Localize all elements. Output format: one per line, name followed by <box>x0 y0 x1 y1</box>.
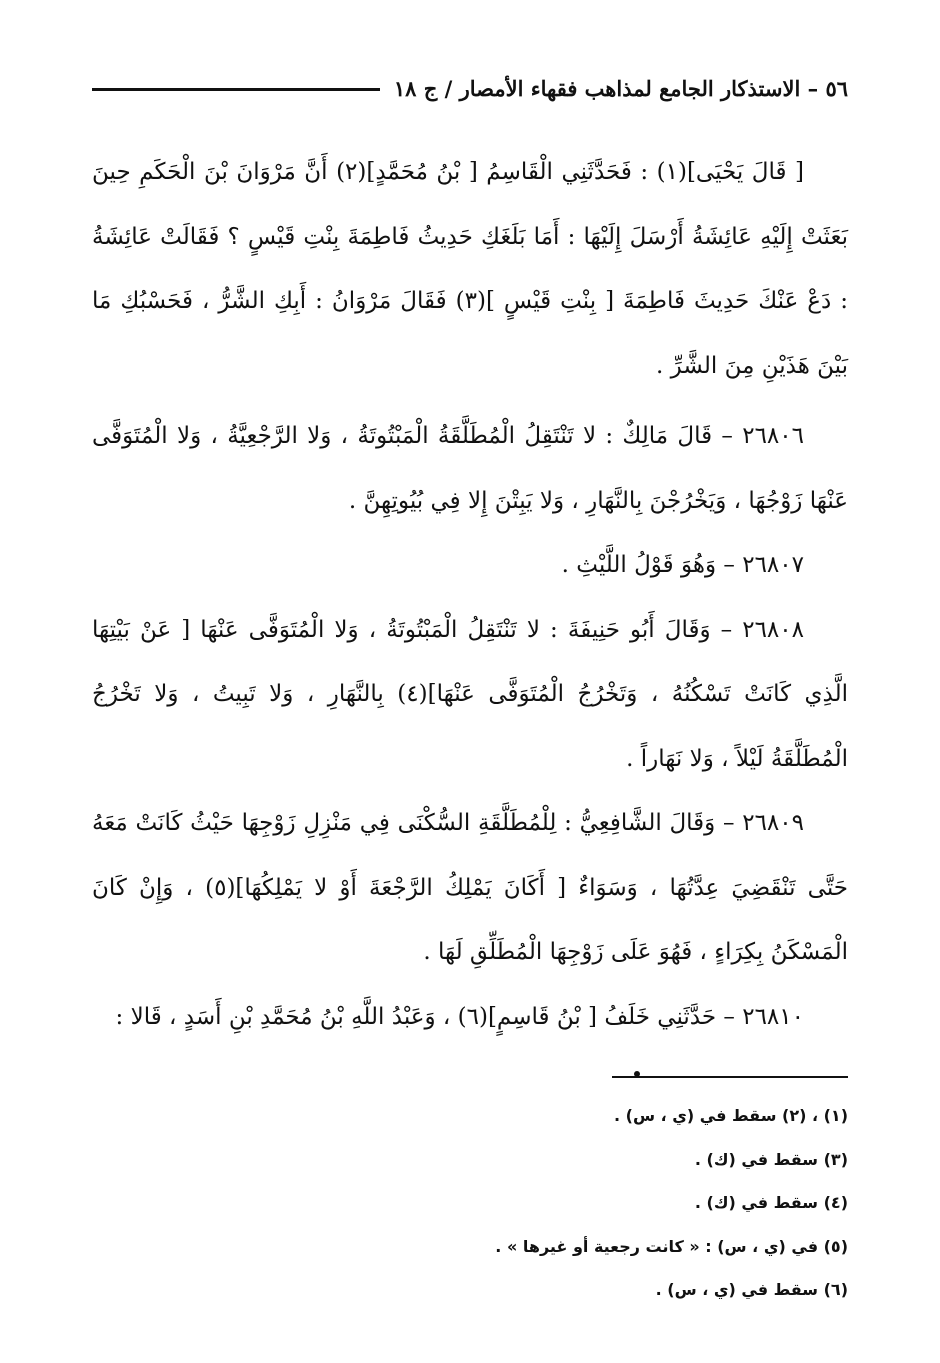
paragraph-26807: ٢٦٨٠٧ – وَهُوَ قَوْلُ اللَّيْثِ . <box>561 552 804 578</box>
main-text <box>92 140 848 1049</box>
footnote-rule-dot <box>634 1071 640 1077</box>
paragraph-intro: [ قَالَ يَحْيَى](١) : فَحَدَّثَنِي الْقَاسِمُ [ بْنُ مُحَمَّدٍ](٢) أَنَّ مَرْوَانَ بْنَ الْحَكَمِ حِينَ بَعَثَتْ إِلَيْهِ عَائِشَةُ أَرْسَلَ إِلَيْهَا : أَمَا بَلَغَكِ حَدِيثُ فَاطِمَةَ بِنْتِ قَيْسٍ ؟ فَقَالَتْ عَائِشَةُ : دَعْ عَنْكَ حَدِيثَ فَاطِمَةَ [ بِنْتِ قَيْسٍ ](٣) فَقَالَ مَرْوَانُ : أَبِكِ الشَّرُّ ، فَحَسْبُكِ مَا بَيْنَ هَذَيْنِ مِنَ الشَّرِّ . <box>92 159 848 379</box>
paragraph-26808: ٢٦٨٠٨ – وَقَالَ أَبُو حَنِيفَةَ : لا تَنْتَقِلُ الْمَبْتُوتَةُ ، وَلا الْمُتَوَفَّى عَنْهَا [ عَنْ بَيْتِهَا الَّذِي كَانَتْ تَسْكُنُهُ ، وَتَخْرُجُ الْمُتَوَفَّى عَنْهَا](٤) بِالنَّهَارِ ، وَلا تَبِيتُ ، وَلا تَخْرُجُ الْمُطَلَّقَةُ لَيْلاً ، وَلا نَهَاراً . <box>92 616 849 772</box>
paragraph-26810: ٢٦٨١٠ – حَدَّثَنِي خَلَفُ [ بْنُ قَاسِمٍ](٦) ، وَعَبْدُ اللَّهِ بْنُ مُحَمَّدِ بْنِ أَسَدٍ ، قَالا : <box>115 1003 804 1030</box>
footnote-5: (٥) في (ي ، س) : « كانت رجعية أو غيرها » . <box>495 1236 848 1256</box>
header-rule <box>92 88 380 91</box>
footnote-3: (٣) سقط في (ك) . <box>694 1149 848 1169</box>
footnote-6: (٦) سقط في (ي ، س) . <box>655 1280 848 1299</box>
running-header <box>92 68 848 108</box>
footnotes <box>248 1094 848 1312</box>
paragraph-26806: ٢٦٨٠٦ – قَالَ مَالِكٌ : لا تَنْتَقِلُ الْمُطَلَّقَةُ الْمَبْتُوتَةُ ، وَلا الرَّجْعِيَّةُ ، وَلا الْمُتَوَفَّى عَنْهَا زَوْجُهَا ، وَيَخْرُجْنَ بِالنَّهَارِ ، وَلا يَبِتْنَ إِلا فِي بُيُوتِهِنَّ . <box>92 423 848 514</box>
header-title: ٥٦ – الاستذكار الجامع لمذاهب فقهاء الأمصار / ج ١٨ <box>393 75 848 101</box>
footnote-1-2: (١) ، (٢) سقط في (ي ، س) . <box>614 1106 848 1125</box>
footnote-4: (٤) سقط في (ك) . <box>694 1193 848 1212</box>
paragraph-26809: ٢٦٨٠٩ – وَقَالَ الشَّافِعِيُّ : لِلْمُطَلَّقَةِ السُّكْنَى فِي مَنْزِلِ زَوْجِهَا حَيْثُ كَانَتْ مَعَهُ حَتَّى تَنْقَضِيَ عِدَّتُهَا ، وَسَوَاءٌ [ أَكَانَ يَمْلِكُ الرَّجْعَةَ أَوْ لا يَمْلِكُهَا](٥) ، وَإِنْ كَانَ الْمَسْكَنُ بِكِرَاءٍ ، فَهُوَ عَلَى زَوْجِهَا الْمُطَلِّقِ لَهَا . <box>92 810 848 965</box>
footnote-rule <box>612 1076 848 1078</box>
